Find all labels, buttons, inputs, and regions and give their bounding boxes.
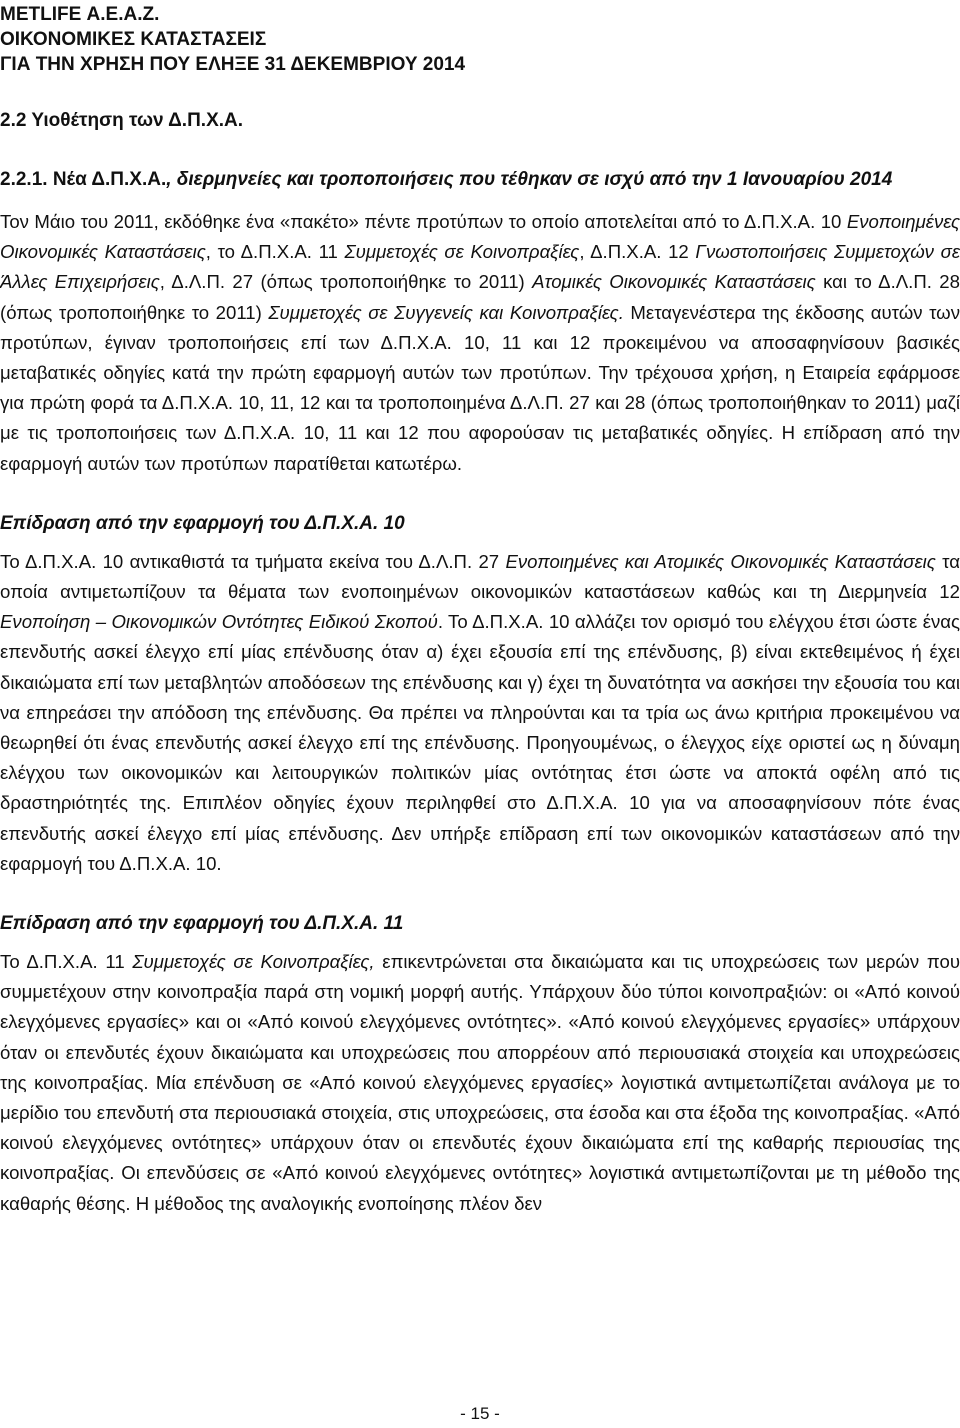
intro-text-4: , Δ.Λ.Π. 27 (όπως τροποποιήθηκε το 2011) [159,271,533,293]
document-header [0,2,960,77]
ifrs10-heading: Επίδραση από την εφαρμογή του Δ.Π.Χ.Α. 10 [0,512,405,534]
intro-text-5-italic: Συμμετοχές σε Συγγενείς και Κοινοπραξίες. [268,301,624,323]
intro-text-6: Μεταγενέστερα της έκδοσης αυτών των προτύπων, έγιναν τροποποιήσεις επί των Δ.Π.Χ.Α. 10, 11 και 12 προκειμένου να αποσαφηνίσουν βασικές μεταβατικές οδηγίες κατά την πρώτη εφαρμογή αυτών των προτύπων. Την τρέχουσα χρήση, η Εταιρεία εφάρμοσε για πρώτη φορά τα Δ.Π.Χ.Α. 10, 11, 12 και τα τροποποιημένα Δ.Λ.Π. 27 και 28 (όπως τροποποιήθηκαν το 2011) μαζί με τις τροποποιήσεις των Δ.Π.Χ.Α. 10, 11 και 12 που αφορούσαν τις μεταβατικές οδηγίες. Η επίδραση από την εφαρμογή αυτών των προτύπων παρατίθεται κατωτέρω. [0,301,960,474]
section-heading: 2.2 Υιοθέτηση των Δ.Π.Χ.Α. [0,110,244,131]
ifrs10-paragraph [0,547,960,879]
subsection-heading-prefix: 2.2.1. Νέα Δ.Π.Χ.Α. [0,169,167,190]
intro-paragraph [0,207,960,479]
intro-text-2: , το Δ.Π.Χ.Α. 11 [205,241,345,263]
intro-text-4-italic: Ατομικές Οικονομικές Καταστάσεις [532,271,816,293]
ifrs11-text-1-italic: Συμμετοχές σε Κοινοπραξίες, [132,951,375,973]
ifrs10-text-1-italic: Ενοποιημένες και Ατομικές Οικονομικές Καταστάσεις [505,550,936,572]
ifrs10-text-2-italic: Ενοποίηση – Οικονομικών Οντότητες Ειδικού Σκοπού [0,611,438,633]
ifrs10-text-1: Το Δ.Π.Χ.Α. 10 αντικαθιστά τα τμήματα εκείνα του Δ.Λ.Π. 27 [0,550,506,572]
ifrs11-text-2: επικεντρώνεται στα δικαιώματα και τις υποχρεώσεις των μερών που συμμετέχουν στην κοινοπραξία παρά στη νομική μορφή αυτής. Υπάρχουν δύο τύποι κοινοπραξιών: οι «Από κοινού ελεγχόμενες εργασίες» και οι «Από κοινού ελεγχόμενες οντότητες». «Από κοινού ελεγχόμενες εργασίες» υπάρχουν όταν οι επενδυτές έχουν δικαιώματα και υποχρεώσεις που απορρέουν από περιουσιακά στοιχεία και υποχρεώσεις της κοινοπραξίας. Μία επένδυση σε «Από κοινού ελεγχόμενες εργασίες» λογιστικά αντιμετωπίζεται ανάλογα με το μερίδιο του επενδυτή στα περιουσιακά στοιχεία, στις υποχρεώσεις, στα έσοδα και στα έξοδα της κοινοπραξίας. «Από κοινού ελεγχόμενες οντότητες» υπάρχουν όταν οι επενδυτές έχουν δικαιώματα επί της καθαρής περιουσίας της κοινοπραξίας. Οι επενδύσεις σε «Από κοινού ελεγχόμενες οντότητες» λογιστικά αντιμετωπίζονται με τη μέθοδο της καθαρής θέσης. Η μέθοδος της αναλογικής ενοποίησης πλέον δεν [0,951,960,1214]
report-period: ΓΙΑ ΤΗΝ ΧΡΗΣΗ ΠΟΥ ΕΛΗΞΕ 31 ΔΕΚΕΜΒΡΙΟΥ 2014 [0,54,466,75]
ifrs11-text-1: Το Δ.Π.Χ.Α. 11 [0,951,133,973]
intro-text-2-italic: Συμμετοχές σε Κοινοπραξίες [344,241,580,263]
ifrs11-paragraph [0,947,960,1219]
ifrs10-text-3: . Το Δ.Π.Χ.Α. 10 αλλάζει τον ορισμό του ελέγχου έτσι ώστε ένας επενδυτής ασκεί έλεγχο επί μίας επένδυσης όταν α) έχει εξουσία επί της επένδυσης, β) είναι εκτεθειμένος ή έχει δικαιώματα επί των μεταβλητών αποδόσεων της επένδυσης και γ) έχει τη δυνατότητα να ασκήσει την εξουσία του και να επηρεάσει την απόδοση της επένδυσης. Θα πρέπει να πληρούνται και τα τρία ως άνω κριτήρια προκειμένου να θεωρηθεί ότι ένας επενδυτής ασκεί έλεγχο επί της επένδυσης. Προηγουμένως, ο έλεγχος είχε οριστεί ως η δύναμη ελέγχου των οικονομικών και λειτουργικών πολιτικών μίας οντότητας έτσι ώστε να αποκτά οφέλη από τις δραστηριότητές της. Επιπλέον οδηγίες έχουν περιληφθεί στο Δ.Π.Χ.Α. 10 για να αποσαφηνίσουν πότε ένας επενδυτής ασκεί έλεγχο επί μίας επένδυσης. Δεν υπήρξε επίδραση επί των οικονομικών καταστάσεων από την εφαρμογή του Δ.Π.Χ.Α. 10. [0,611,960,874]
intro-text-3: , Δ.Π.Χ.Α. 12 [579,241,696,263]
page-number: - 15 - [460,1404,500,1423]
intro-text-3-italic: Γνωστοποιήσεις Συμμετοχών σε Άλλες Επιχειρήσεις [0,241,960,293]
subsection-heading [0,165,960,195]
report-title: ΟΙΚΟΝΟΜΙΚΕΣ ΚΑΤΑΣΤΑΣΕΙΣ [0,29,267,50]
intro-text-5: και το Δ.Λ.Π. 28 (όπως τροποποιήθηκε το 2011) [0,271,960,323]
intro-text-1: Τον Μάιο του 2011, εκδόθηκε ένα «πακέτο» πέντε προτύπων το οποίο αποτελείται από το Δ.Π.Χ.Α. 10 [0,211,847,232]
intro-text-1-italic: Ενοποιημένες Οικονομικές Καταστάσεις [0,211,960,263]
company-name: METLIFE Α.Ε.Α.Ζ. [0,4,160,25]
subsection-heading-suffix: , διερμηνείες και τροποποιήσεις που τέθηκαν σε ισχύ από την 1 Ιανουαρίου 2014 [166,169,893,190]
ifrs10-text-2: τα οποία αντιμετωπίζουν τα θέματα των ενοποιημένων οικονομικών καταστάσεων καθώς και τη Διερμηνεία 12 [0,550,960,603]
ifrs11-heading: Επίδραση από την εφαρμογή του Δ.Π.Χ.Α. 11 [0,913,404,935]
